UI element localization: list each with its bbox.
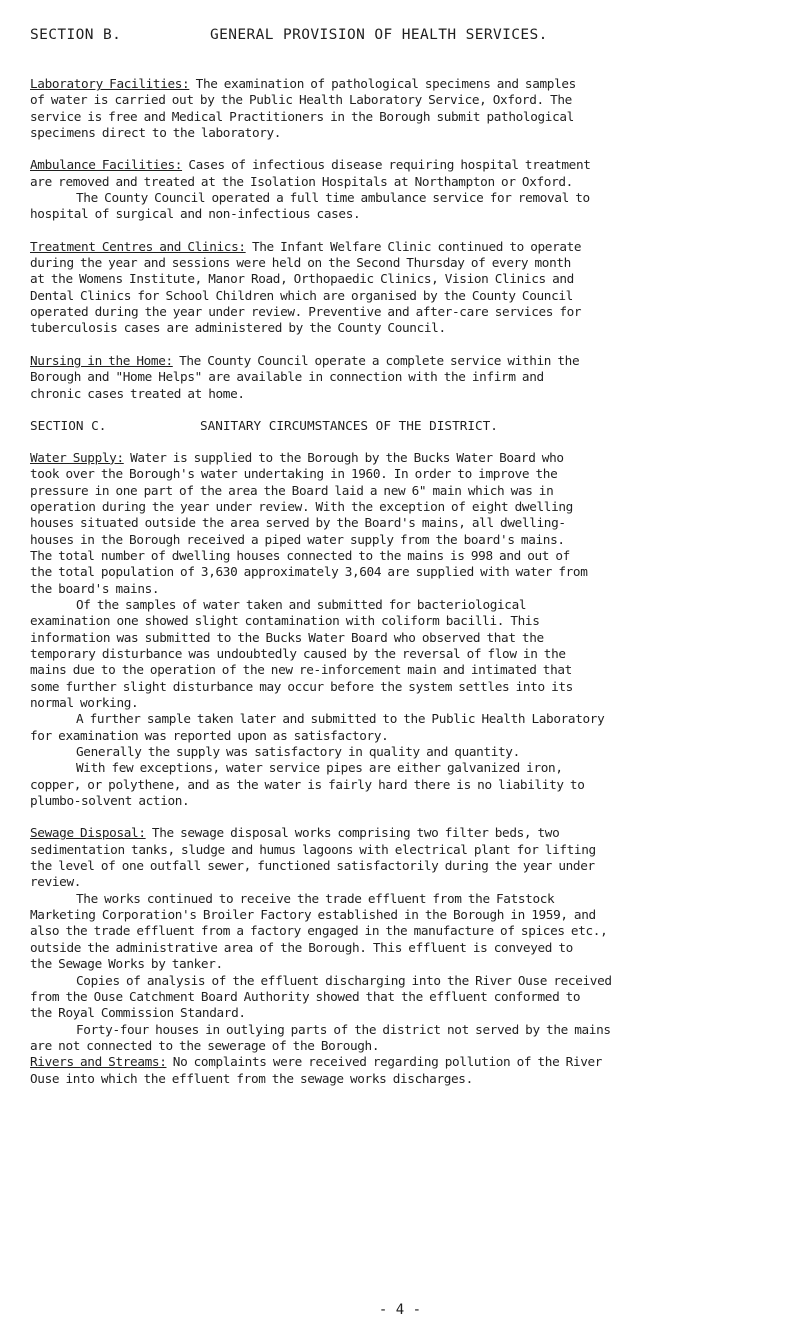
text-line: also the trade effluent from a factory engaged in the manufacture of spices etc., xyxy=(30,923,608,939)
text-line: The examination of pathological specimens and samples xyxy=(195,76,576,91)
text-line: Forty-four houses in outlying parts of the district not served by the mains xyxy=(76,1021,611,1037)
ambulance-paragraph xyxy=(30,157,778,222)
text-line: Water is supplied to the Borough by the Bucks Water Board who xyxy=(130,449,564,465)
text-line: The total number of dwelling houses connected to the mains is 998 and out of xyxy=(30,547,570,563)
text-line: A further sample taken later and submitted to the Public Health Laboratory xyxy=(76,711,605,727)
text-line: Dental Clinics for School Children which are organised by the County Council xyxy=(30,287,573,303)
text-line: mains due to the operation of the new re-inforcement main and intimated that xyxy=(30,662,572,678)
page-number: - 4 - xyxy=(378,1302,422,1318)
section-b-label: SECTION B. xyxy=(30,27,122,43)
text-line: Copies of analysis of the effluent discharging into the River Ouse received xyxy=(76,972,612,988)
text-line: Cases of infectious disease requiring hospital treatment xyxy=(188,157,591,173)
text-line: tuberculosis cases are administered by the County Council. xyxy=(30,320,446,336)
water-supply-paragraph xyxy=(30,450,778,810)
text-line: temporary disturbance was undoubtedly caused by the reversal of flow in the xyxy=(30,645,566,661)
text-line: hospital of surgical and non-infectious cases. xyxy=(30,206,361,222)
text-line: of water is carried out by the Public Health Laboratory Service, Oxford. The xyxy=(30,92,572,108)
text-line: examination one showed slight contamination with coliform bacilli. This xyxy=(30,613,540,629)
text-line: specimens direct to the laboratory. xyxy=(30,125,282,141)
text-line: chronic cases treated at home. xyxy=(30,385,245,401)
text-line: sedimentation tanks, sludge and humus lagoons with electrical plant for lifting xyxy=(30,841,596,857)
text-line: Of the samples of water taken and submitted for bacteriological xyxy=(76,596,527,612)
rivers-paragraph xyxy=(30,1054,778,1087)
treatment-paragraph xyxy=(30,239,778,337)
section-b-header xyxy=(30,24,778,46)
text-line: Generally the supply was satisfactory in quality and quantity. xyxy=(76,744,520,760)
text-line: operated during the year under review. Preventive and after-care services for xyxy=(30,304,582,320)
sewage-heading: Sewage Disposal: xyxy=(30,825,146,841)
document-page xyxy=(30,24,778,1087)
text-line: operation during the year under review. With the exception of eight dwelling xyxy=(30,498,573,514)
text-line: some further slight disturbance may occur before the system settles into its xyxy=(30,678,573,694)
text-line: outside the administrative area of the Borough. This effluent is conveyed to xyxy=(30,939,573,955)
text-line: The County Council operate a complete service within the xyxy=(179,352,580,368)
section-c-header xyxy=(30,418,778,434)
text-line: the total population of 3,630 approximately 3,604 are supplied with water from xyxy=(30,564,588,580)
text-line: pressure in one part of the area the Board laid a new 6" main which was in xyxy=(30,482,554,498)
text-line: No complaints were received regarding pollution of the River xyxy=(172,1054,603,1070)
text-line: the level of one outfall sewer, functioned satisfactorily during the year under xyxy=(30,858,595,874)
sewage-paragraph xyxy=(30,825,778,1054)
nursing-paragraph xyxy=(30,353,778,402)
nursing-heading: Nursing in the Home: xyxy=(30,352,173,368)
text-line: The Infant Welfare Clinic continued to operate xyxy=(251,238,582,254)
water-supply-heading: Water Supply: xyxy=(30,449,124,465)
section-c-title: SANITARY CIRCUMSTANCES OF THE DISTRICT. xyxy=(200,417,498,433)
rivers-heading: Rivers and Streams: xyxy=(30,1054,167,1070)
text-line: are removed and treated at the Isolation Hospitals at Northampton or Oxford. xyxy=(30,173,573,189)
laboratory-heading: Laboratory Facilities: xyxy=(30,76,190,91)
text-line: service is free and Medical Practitioners in the Borough submit pathological xyxy=(30,108,574,124)
text-line: The County Council operated a full time ambulance service for removal to xyxy=(76,190,590,206)
text-line: houses in the Borough received a piped water supply from the board's mains. xyxy=(30,531,565,547)
section-c-label: SECTION C. xyxy=(30,417,107,433)
laboratory-paragraph xyxy=(30,76,778,141)
text-line: copper, or polythene, and as the water is fairly hard there is no liability to xyxy=(30,776,585,792)
text-line: during the year and sessions were held on the Second Thursday of every month xyxy=(30,255,571,271)
text-line: information was submitted to the Bucks Water Board who observed that the xyxy=(30,629,544,645)
text-line: the Sewage Works by tanker. xyxy=(30,956,223,972)
text-line: are not connected to the sewerage of the Borough. xyxy=(30,1037,380,1053)
text-line: review. xyxy=(30,874,82,890)
text-line: from the Ouse Catchment Board Authority showed that the effluent conformed to xyxy=(30,988,581,1004)
text-line: the Royal Commission Standard. xyxy=(30,1005,246,1021)
text-line: plumbo-solvent action. xyxy=(30,793,190,809)
text-line: The works continued to receive the trade effluent from the Fatstock xyxy=(76,890,555,906)
text-line: for examination was reported upon as satisfactory. xyxy=(30,727,389,743)
text-line: Borough and "Home Helps" are available in connection with the infirm and xyxy=(30,369,544,385)
text-line: The sewage disposal works comprising two filter beds, two xyxy=(151,825,560,841)
text-line: at the Womens Institute, Manor Road, Orthopaedic Clinics, Vision Clinics and xyxy=(30,271,574,287)
text-line: the board's mains. xyxy=(30,580,160,596)
text-line: houses situated outside the area served by the Board's mains, all dwelling- xyxy=(30,515,566,531)
text-line: Marketing Corporation's Broiler Factory established in the Borough in 1959, and xyxy=(30,907,596,923)
ambulance-heading: Ambulance Facilities: xyxy=(30,157,183,173)
treatment-heading: Treatment Centres and Clinics: xyxy=(30,238,246,254)
section-b-title: GENERAL PROVISION OF HEALTH SERVICES. xyxy=(210,27,548,43)
text-line: normal working. xyxy=(30,695,139,710)
text-line: took over the Borough's water undertaking in 1960. In order to improve the xyxy=(30,466,558,482)
text-line: Ouse into which the effluent from the sewage works discharges. xyxy=(30,1070,473,1086)
text-line: With few exceptions, water service pipes are either galvanized iron, xyxy=(76,760,563,776)
